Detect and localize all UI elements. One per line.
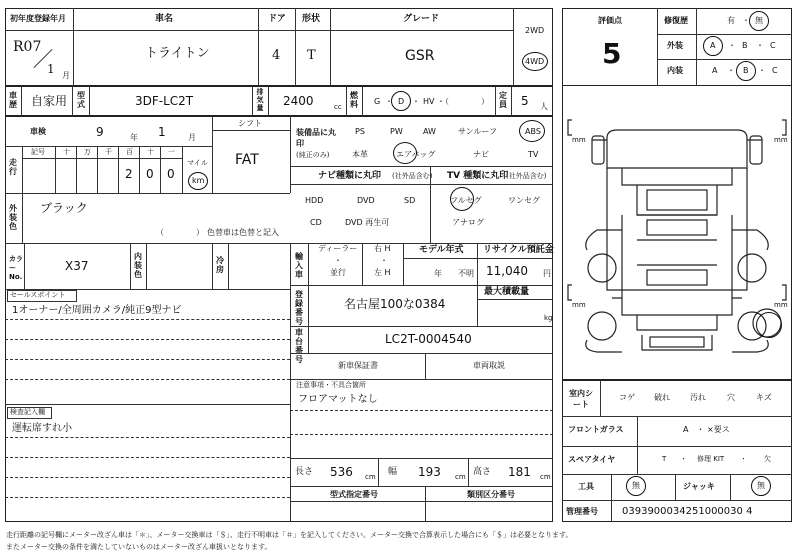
navi-cd: CD bbox=[310, 218, 322, 227]
recycle-unit: 円 bbox=[543, 269, 551, 278]
spare-opt-kit: 修理 KIT bbox=[697, 455, 725, 463]
spare-opt-dot2: ・ bbox=[740, 455, 747, 463]
model-year-unit: 年 bbox=[434, 269, 442, 278]
equip-tv: TV bbox=[528, 150, 539, 159]
equip-navi: ナビ bbox=[473, 150, 489, 159]
mileage-digit-hundreds: 2 bbox=[125, 167, 133, 181]
navi-label: ナビ種類に丸印 bbox=[318, 171, 382, 181]
exterior-opt-c: C bbox=[770, 41, 776, 50]
sales-point-label: セールスポイント bbox=[10, 291, 66, 299]
new-warranty: 新車保証書 bbox=[338, 361, 378, 370]
exterior-opt-dot1: ・ bbox=[728, 41, 736, 50]
interior-opt-c: C bbox=[772, 66, 778, 75]
shape-value: T bbox=[307, 48, 316, 63]
equipment-sub-label: (純正のみ) bbox=[296, 151, 330, 159]
model-year-label: モデル年式 bbox=[419, 245, 464, 255]
color-no-label: カラーNo. bbox=[9, 255, 23, 281]
length-value: 536 bbox=[330, 465, 353, 479]
equip-sunroof: サンルーフ bbox=[458, 127, 497, 136]
repair-label: 修復歴 bbox=[664, 16, 688, 25]
inspector-label: 検査記入欄 bbox=[10, 408, 45, 416]
seat-opt-kizu: キズ bbox=[756, 393, 772, 402]
score-label: 評価点 bbox=[598, 16, 622, 25]
equipment-label: 装備品に丸印 bbox=[296, 128, 336, 148]
first-reg-month: 1 bbox=[47, 62, 55, 76]
sales-point-text: 1オーナー/全周囲カメラ/純正9型ナビ bbox=[12, 305, 182, 316]
exterior-opt-dot2: ・ bbox=[756, 41, 764, 50]
fridge-label: 冷房 bbox=[216, 256, 224, 274]
mileage-digit-ones: 0 bbox=[167, 167, 175, 181]
drive-2wd: 2WD bbox=[525, 26, 545, 35]
category-label: 車歴 bbox=[9, 91, 17, 109]
tools-label: 工具 bbox=[578, 482, 594, 491]
import-dot2: ・ bbox=[380, 256, 388, 265]
import-label: 輸入車 bbox=[295, 252, 303, 279]
model-label: 型式 bbox=[77, 91, 85, 109]
equip-aw: AW bbox=[423, 127, 436, 136]
spare-opt-none: 欠 bbox=[764, 455, 771, 463]
tv-oneseg: ワンセグ bbox=[508, 196, 540, 205]
width-cm: cm bbox=[455, 473, 466, 481]
height-label: 高さ bbox=[473, 467, 492, 477]
seat-label: 室内シート bbox=[569, 389, 593, 409]
max-load-label: 最大積載量 bbox=[484, 287, 530, 297]
color-value: ブラック bbox=[40, 201, 88, 215]
manual: 車両取説 bbox=[473, 361, 505, 370]
equip-leather: 本革 bbox=[352, 150, 368, 159]
import-dot: ・ bbox=[334, 256, 342, 265]
mileage-col-juu: 十 bbox=[147, 148, 154, 156]
car-name-label: 車名 bbox=[155, 14, 174, 24]
recycle-label: リサイクル預託金 bbox=[483, 245, 554, 255]
color-no-value: X37 bbox=[65, 259, 89, 273]
equip-pw: PW bbox=[390, 127, 403, 136]
mileage-col-ichi: 一 bbox=[168, 148, 175, 156]
type-no-label: 型式指定番号 bbox=[330, 490, 378, 499]
seat-opt-yogore: 汚れ bbox=[690, 393, 706, 402]
equip-ps: PS bbox=[355, 127, 365, 136]
diagram-mm-bl: mm bbox=[572, 301, 586, 309]
import-right-h: 右 H bbox=[374, 244, 391, 253]
navi-dvd: DVD bbox=[357, 196, 375, 205]
capacity-value: 5 bbox=[521, 94, 529, 108]
seat-opt-koge: コゲ bbox=[619, 393, 635, 402]
inspection-month-value: 1 bbox=[158, 125, 166, 139]
height-cm: cm bbox=[540, 473, 551, 481]
equip-abs: ABS bbox=[525, 127, 541, 136]
import-parallel: 並行 bbox=[330, 268, 346, 277]
import-left-h: 左 H bbox=[374, 268, 391, 277]
notes-text: フロアマットなし bbox=[298, 394, 378, 405]
mgmt-label: 管理番号 bbox=[566, 507, 598, 516]
door-label: ドア bbox=[268, 14, 286, 24]
recycle-value: 11,040 bbox=[486, 264, 528, 278]
model-year-unknown: 不明 bbox=[458, 269, 474, 278]
height-value: 181 bbox=[508, 465, 531, 479]
fuel-hv: HV bbox=[423, 97, 435, 106]
km-label: km bbox=[192, 176, 205, 185]
seat-opt-ana: 穴 bbox=[727, 393, 735, 402]
repair-opt-no: 無 bbox=[755, 16, 763, 25]
fuel-g: G bbox=[374, 97, 381, 106]
grade-label: グレード bbox=[403, 14, 440, 24]
model-value: 3DF-LC2T bbox=[135, 94, 194, 108]
chassis-value: LC2T-0004540 bbox=[385, 332, 472, 346]
kg-unit: kg bbox=[544, 314, 553, 322]
tv-fullseg: フルセグ bbox=[450, 196, 482, 205]
chassis-label: 車台番号 bbox=[295, 328, 303, 364]
fuel-label: 燃料 bbox=[350, 91, 358, 109]
length-label: 長さ bbox=[295, 467, 314, 477]
color-label: 外装色 bbox=[9, 204, 17, 231]
seat-opt-yabure: 破れ bbox=[654, 393, 670, 402]
footer-line2: またメーター交換の条件を満たしていないものはメーター改ざん車扱いとなります。 bbox=[6, 543, 272, 551]
tv-analog: アナログ bbox=[452, 218, 484, 227]
mileage-col-man: 万 bbox=[84, 148, 91, 156]
tools-value: 無 bbox=[632, 481, 640, 490]
mileage-col-10man: 十 bbox=[63, 148, 70, 156]
navi-hdd: HDD bbox=[305, 196, 324, 205]
fuel-dot2: ・ bbox=[412, 97, 420, 106]
score-value: 5 bbox=[602, 37, 622, 70]
repair-opt-yes: 有 bbox=[727, 16, 735, 25]
tv-sub: (社外品含む) bbox=[506, 172, 547, 180]
shift-label: シフト bbox=[238, 119, 262, 128]
glass-label: フロントガラス bbox=[568, 425, 624, 434]
spare-wheel-diagram bbox=[756, 312, 782, 338]
exterior-opt-b: B bbox=[742, 41, 748, 50]
inspection-label: 車検 bbox=[30, 127, 46, 136]
import-dealer: ディーラー bbox=[318, 244, 358, 253]
first-reg-month-unit: 月 bbox=[62, 71, 70, 80]
spare-opt-dot1: ・ bbox=[680, 455, 687, 463]
tv-label: TV 種類に丸印 bbox=[447, 171, 509, 181]
door-value: 4 bbox=[272, 48, 281, 63]
class-no-label: 類別区分番号 bbox=[467, 490, 515, 499]
interior-opt-dot2: ・ bbox=[758, 66, 766, 75]
glass-value: A ・ ×要ス bbox=[683, 425, 730, 434]
notes-label: 注意事項・不具合箇所 bbox=[296, 381, 366, 389]
inspection-year-unit: 年 bbox=[130, 133, 138, 142]
shift-value: FAT bbox=[235, 152, 259, 168]
inspection-year-value: 9 bbox=[96, 125, 104, 139]
equip-airbag: エアバッグ bbox=[396, 150, 436, 159]
registration-value: 名古屋100な0384 bbox=[344, 297, 446, 311]
footer-line1: 走行距離の記号欄にメーター改ざん車は「＊」、メーター交換車は「＄」、走行不明車は「＃」を記入してください。メーター交換で合算表示した場合にも「＄」は必要となります。 bbox=[6, 531, 573, 539]
car-name-value: トライトン bbox=[145, 46, 210, 61]
first-reg-label: 初年度登録年月 bbox=[10, 14, 66, 23]
fuel-d: D bbox=[398, 97, 405, 106]
category-value: 自家用 bbox=[31, 94, 68, 108]
displacement-label: 排気量 bbox=[256, 88, 264, 112]
cc-unit: cc bbox=[334, 103, 342, 111]
length-cm: cm bbox=[365, 473, 376, 481]
interior-opt-dot1: ・ bbox=[727, 66, 735, 75]
repair-opt-dot: ・ bbox=[742, 16, 750, 25]
registration-label: 登録番号 bbox=[295, 290, 303, 326]
fuel-dot: ・ bbox=[385, 97, 393, 106]
shape-label: 形状 bbox=[302, 14, 321, 24]
exterior-opt-a: A bbox=[710, 41, 716, 50]
interior-opt-a: A bbox=[712, 66, 718, 75]
capacity-label: 定員 bbox=[499, 91, 507, 109]
mileage-digit-tens: 0 bbox=[146, 167, 154, 181]
grade-value: GSR bbox=[405, 48, 435, 64]
exterior-label: 外装 bbox=[667, 41, 683, 50]
mileage-col-sen: 千 bbox=[105, 148, 112, 156]
diagram-mm-tr: mm bbox=[774, 136, 788, 144]
spare-label: スペアタイヤ bbox=[568, 455, 616, 464]
drive-4wd: 4WD bbox=[525, 57, 545, 66]
inspection-month-unit: 月 bbox=[188, 133, 196, 142]
mileage-col-symbol: 記号 bbox=[31, 148, 45, 156]
navi-sd: SD bbox=[404, 196, 416, 205]
mileage-label: 走行 bbox=[9, 158, 17, 176]
interior-opt-b: B bbox=[743, 66, 749, 75]
color-note: 色替車は色替と記入 bbox=[207, 228, 279, 237]
jack-label: ジャッキ bbox=[683, 482, 715, 491]
inspector-text: 運転席すれ小 bbox=[12, 423, 72, 434]
width-label: 幅 bbox=[388, 467, 398, 477]
jack-value: 無 bbox=[757, 481, 765, 490]
navi-dvd-play: DVD 再生可 bbox=[345, 218, 390, 227]
interior-color-label: 内装色 bbox=[134, 252, 142, 279]
width-value: 193 bbox=[418, 465, 441, 479]
diagram-mm-tl: mm bbox=[572, 136, 586, 144]
mileage-col-hyaku: 百 bbox=[126, 148, 133, 156]
mgmt-value: 0393900034251000030 4 bbox=[622, 506, 753, 517]
car-diagram bbox=[562, 90, 792, 380]
mile-label: マイル bbox=[187, 159, 208, 167]
spare-opt-t: T bbox=[662, 455, 667, 463]
color-paren: （ ） bbox=[156, 228, 204, 237]
first-reg-value: R07 bbox=[13, 39, 42, 55]
fuel-paren: ・（ ） bbox=[437, 97, 489, 106]
displacement-value: 2400 bbox=[283, 94, 314, 108]
navi-sub: (社外品含む) bbox=[392, 172, 433, 180]
diagram-mm-br: mm bbox=[774, 301, 788, 309]
interior-label: 内装 bbox=[667, 66, 683, 75]
capacity-unit: 人 bbox=[540, 102, 548, 111]
